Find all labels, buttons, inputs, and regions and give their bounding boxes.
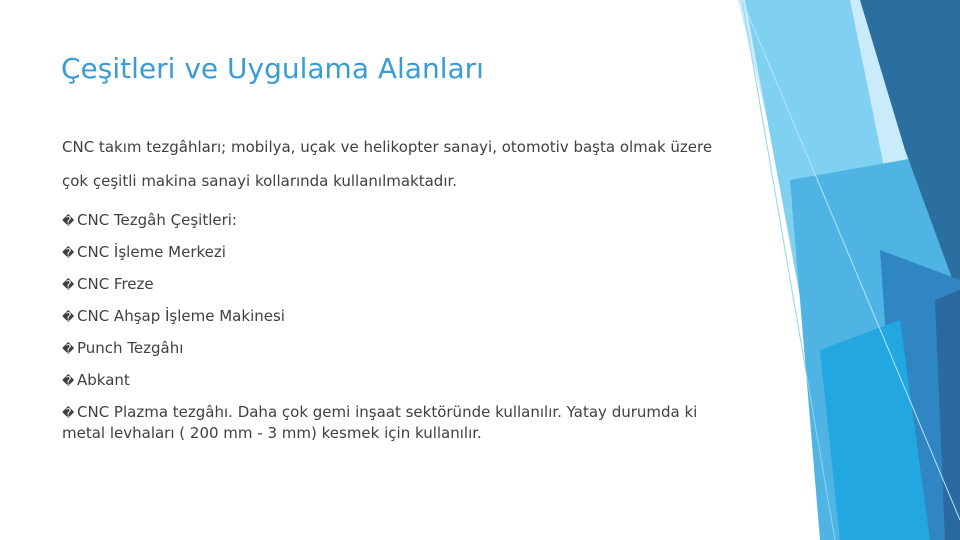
- list-item-text: Punch Tezgâhı: [77, 339, 184, 357]
- slide-body: [62, 130, 742, 443]
- list-item-text: CNC İşleme Merkezi: [77, 243, 226, 261]
- bullet-icon: �: [62, 278, 75, 292]
- slide-title: Çeşitleri ve Uygulama Alanları: [61, 52, 484, 85]
- list-item: [62, 204, 742, 236]
- bullet-icon: �: [62, 374, 75, 388]
- list-item-text: CNC Plazma tezgâhı. Daha çok gemi inşaat sektöründe kullanılır. Yatay durumda ki metal levhaları ( 200 mm - 3 mm) kesmek için kullanılır.: [62, 403, 698, 442]
- list-item: [62, 268, 742, 300]
- list-item: [62, 300, 742, 332]
- intro-paragraph: CNC takım tezgâhları; mobilya, uçak ve helikopter sanayi, otomotiv başta olmak üzere çok çeşitli makina sanayi kollarında kullanılmaktadır.: [62, 138, 713, 190]
- list-item-text: CNC Freze: [77, 275, 154, 293]
- list-item-text: CNC Tezgâh Çeşitleri:: [77, 211, 237, 229]
- bullet-icon: �: [62, 342, 75, 356]
- bullet-icon: �: [62, 406, 75, 420]
- list-item: [62, 364, 742, 396]
- list-item: [62, 332, 742, 364]
- list-item-text: Abkant: [77, 371, 130, 389]
- list-item: [62, 396, 742, 443]
- bullet-icon: �: [62, 310, 75, 324]
- bullet-icon: �: [62, 214, 75, 228]
- list-item: [62, 236, 742, 268]
- list-item-text: CNC Ahşap İşleme Makinesi: [77, 307, 285, 325]
- bullet-icon: �: [62, 246, 75, 260]
